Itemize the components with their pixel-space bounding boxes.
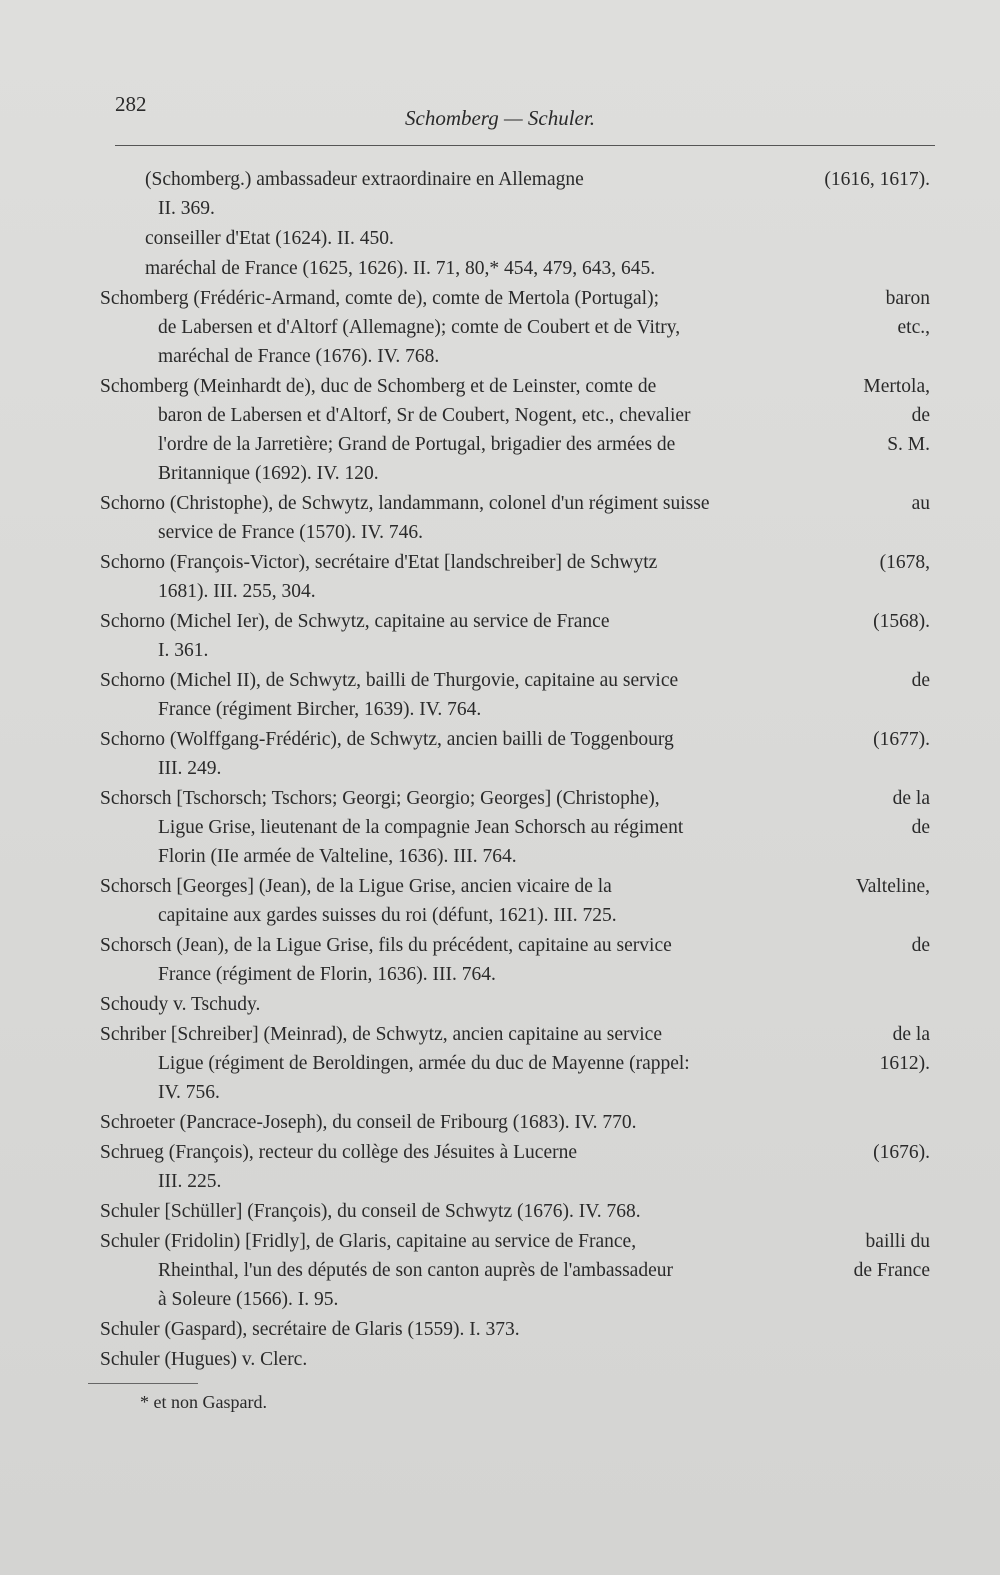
index-entry	[100, 990, 930, 1019]
entry-text: Schriber [Schreiber] (Meinrad), de Schwytz, ancien capitaine au service	[100, 1024, 662, 1045]
entry-line: Florin (IIe armée de Valteline, 1636). III. 764.	[158, 846, 517, 867]
entry-text-end: Mertola,	[863, 376, 930, 397]
entry-line: service de France (1570). IV. 746.	[158, 522, 423, 543]
entry-text-end: de	[911, 670, 930, 691]
entry-text: Schorno (Christophe), de Schwytz, landammann, colonel d'un régiment suisse	[100, 493, 710, 514]
index-entry	[100, 489, 930, 547]
entry-text-end: baron	[885, 288, 930, 309]
entry-line: Schoudy v. Tschudy.	[100, 994, 261, 1015]
index-entries	[100, 165, 930, 1375]
entry-line	[100, 872, 930, 901]
page-header	[115, 92, 935, 132]
page-number: 282	[115, 92, 147, 116]
index-entry	[100, 1020, 930, 1107]
entry-text: Ligue Grise, lieutenant de la compagnie Jean Schorsch au régiment	[158, 817, 684, 838]
entry-text-end: (1676).	[873, 1142, 930, 1163]
entry-text-end: S. M.	[887, 434, 930, 455]
entry-text-end: Valteline,	[855, 876, 930, 897]
entry-line: Schuler [Schüller] (François), du conseil de Schwytz (1676). IV. 768.	[100, 1201, 641, 1222]
entry-text: Schorsch [Georges] (Jean), de la Ligue Grise, ancien vicaire de la	[100, 876, 612, 897]
entry-line	[100, 725, 930, 754]
entry-line: III. 249.	[158, 758, 222, 779]
index-entry	[100, 1197, 930, 1226]
entry-text: de Labersen et d'Altorf (Allemagne); comte de Coubert et de Vitry,	[158, 317, 681, 338]
index-entry	[100, 1345, 930, 1374]
entry-text-end: (1568).	[873, 611, 930, 632]
header-rule	[115, 145, 935, 146]
entry-line: II. 369.	[158, 198, 215, 219]
entry-line: I. 361.	[158, 640, 209, 661]
entry-text: l'ordre de la Jarretière; Grand de Portugal, brigadier des armées de	[158, 434, 676, 455]
entry-text: Schorno (Michel II), de Schwytz, bailli de Thurgovie, capitaine au service	[100, 670, 679, 691]
entry-line	[100, 1049, 930, 1078]
entry-text-end: (1678,	[879, 552, 930, 573]
entry-line	[100, 813, 930, 842]
entry-line: maréchal de France (1676). IV. 768.	[158, 346, 440, 367]
entry-line: 1681). III. 255, 304.	[158, 581, 316, 602]
entry-line	[100, 1138, 930, 1167]
entry-line	[100, 931, 930, 960]
entry-line: Schroeter (Pancrace-Joseph), du conseil de Fribourg (1683). IV. 770.	[100, 1112, 637, 1133]
index-entry	[100, 372, 930, 488]
entry-line: III. 225.	[158, 1171, 222, 1192]
entry-line: conseiller d'Etat (1624). II. 450.	[145, 228, 394, 249]
entry-text-end: (1677).	[873, 729, 930, 750]
entry-line: France (régiment Bircher, 1639). IV. 764.	[158, 699, 482, 720]
entry-text-end: de	[911, 935, 930, 956]
index-entry	[100, 784, 930, 871]
entry-text-end: de France	[853, 1260, 930, 1281]
entry-line: à Soleure (1566). I. 95.	[158, 1289, 339, 1310]
entry-text-end: bailli du	[865, 1231, 930, 1252]
entry-line	[100, 430, 930, 459]
entry-line	[100, 489, 930, 518]
entry-text-end: etc.,	[897, 317, 930, 338]
entry-line: Schuler (Hugues) v. Clerc.	[100, 1349, 308, 1370]
entry-line	[100, 401, 930, 430]
entry-text-end: de	[911, 405, 930, 426]
entry-text-end: (1616, 1617).	[824, 169, 930, 190]
entry-text: Rheinthal, l'un des députés de son canton auprès de l'ambassadeur	[158, 1260, 673, 1281]
entry-text: Schorsch [Tschorsch; Tschors; Georgi; Georgio; Georges] (Christophe),	[100, 788, 660, 809]
entry-line	[100, 313, 930, 342]
entry-text: Schomberg (Meinhardt de), duc de Schomberg et de Leinster, comte de	[100, 376, 657, 397]
index-entry	[100, 1227, 930, 1314]
entry-line	[100, 666, 930, 695]
index-entry	[100, 224, 930, 253]
index-entry	[100, 1315, 930, 1344]
index-entry	[100, 931, 930, 989]
entry-line	[100, 784, 930, 813]
entry-line	[100, 372, 930, 401]
entry-text: Schomberg (Frédéric-Armand, comte de), comte de Mertola (Portugal);	[100, 288, 659, 309]
index-entry	[100, 254, 930, 283]
entry-line	[100, 1256, 930, 1285]
entry-text: Schrueg (François), recteur du collège des Jésuites à Lucerne	[100, 1142, 578, 1163]
index-entry	[100, 165, 930, 223]
index-entry	[100, 1108, 930, 1137]
entry-line	[100, 1227, 930, 1256]
index-entry	[100, 872, 930, 930]
index-entry	[100, 666, 930, 724]
entry-line: Britannique (1692). IV. 120.	[158, 463, 379, 484]
entry-line: capitaine aux gardes suisses du roi (défunt, 1621). III. 725.	[158, 905, 617, 926]
entry-line: Schuler (Gaspard), secrétaire de Glaris (1559). I. 373.	[100, 1319, 520, 1340]
entry-text-end: au	[911, 493, 930, 514]
entry-text-end: de la	[892, 1024, 930, 1045]
index-entry	[100, 548, 930, 606]
index-entry	[100, 607, 930, 665]
footnote: * et non Gaspard.	[140, 1392, 267, 1412]
entry-text: Schorno (Michel Ier), de Schwytz, capitaine au service de France	[100, 611, 610, 632]
running-title: Schomberg — Schuler.	[405, 106, 595, 130]
entry-text: Schorno (François-Victor), secrétaire d'Etat [landschreiber] de Schwytz	[100, 552, 658, 573]
entry-text-end: de la	[892, 788, 930, 809]
index-entry	[100, 725, 930, 783]
entry-text: Schorno (Wolffgang-Frédéric), de Schwytz, ancien bailli de Toggenbourg	[100, 729, 674, 750]
footnote-rule	[88, 1383, 198, 1384]
entry-text: (Schomberg.) ambassadeur extraordinaire en Allemagne	[145, 169, 584, 190]
entry-text-end: 1612).	[879, 1053, 930, 1074]
entry-line: IV. 756.	[158, 1082, 220, 1103]
entry-line	[100, 607, 930, 636]
entry-text: Schuler (Fridolin) [Fridly], de Glaris, capitaine au service de France,	[100, 1231, 637, 1252]
entry-line	[100, 1020, 930, 1049]
index-entry	[100, 1138, 930, 1196]
index-entry	[100, 284, 930, 371]
entry-text: Schorsch (Jean), de la Ligue Grise, fils du précédent, capitaine au service	[100, 935, 672, 956]
entry-text: Ligue (régiment de Beroldingen, armée du duc de Mayenne (rappel:	[158, 1053, 690, 1074]
entry-line: France (régiment de Florin, 1636). III. 764.	[158, 964, 496, 985]
entry-line	[100, 548, 930, 577]
entry-text: baron de Labersen et d'Altorf, Sr de Coubert, Nogent, etc., chevalier	[158, 405, 691, 426]
entry-line: maréchal de France (1625, 1626). II. 71, 80,* 454, 479, 643, 645.	[145, 258, 656, 279]
entry-line	[100, 284, 930, 313]
entry-text-end: de	[911, 817, 930, 838]
entry-line	[100, 165, 930, 194]
